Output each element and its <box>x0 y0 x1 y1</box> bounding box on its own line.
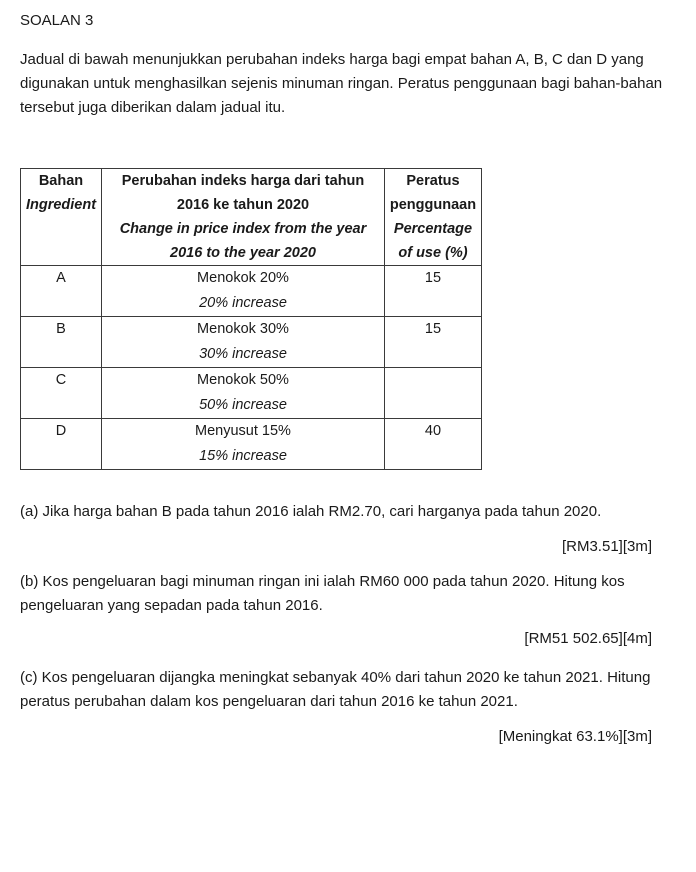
cell-change <box>102 368 385 419</box>
cell-change <box>102 317 385 368</box>
cell-change-ms: Menokok 50% <box>197 372 289 388</box>
cell-bahan: C <box>21 368 102 419</box>
cell-change <box>102 419 385 470</box>
answer-b: [RM51 502.65][4m] <box>524 630 652 647</box>
question-c: (c) Kos pengeluaran dijangka meningkat sebanyak 40% dari tahun 2020 ke tahun 2021. Hitung peratus perubahan dalam kos pengeluaran dari tahun 2016 ke tahun 2021. <box>20 669 651 710</box>
header-change-ms-2: 2016 ke tahun 2020 <box>176 197 310 213</box>
header-change-ms-1: Perubahan indeks harga dari tahun <box>121 173 365 189</box>
cell-change-en: 50% increase <box>199 397 287 413</box>
cell-pct: 40 <box>385 419 482 470</box>
header-change <box>102 169 385 266</box>
table-header-row <box>21 169 482 266</box>
table-row <box>21 368 482 419</box>
table-row <box>21 317 482 368</box>
cell-bahan: D <box>21 419 102 470</box>
cell-change-ms: Menokok 30% <box>197 321 289 337</box>
cell-change-en: 15% increase <box>199 448 287 464</box>
question-title: SOALAN 3 <box>20 12 94 29</box>
table-row <box>21 419 482 470</box>
answer-a: [RM3.51][3m] <box>561 538 652 555</box>
header-bahan-en: Ingredient <box>25 197 97 213</box>
cell-pct <box>385 368 482 419</box>
header-pct-ms-2: penggunaan <box>389 197 477 213</box>
cell-pct: 15 <box>385 317 482 368</box>
price-index-table <box>20 168 482 470</box>
cell-pct: 15 <box>385 266 482 317</box>
question-b: (b) Kos pengeluaran bagi minuman ringan ini ialah RM60 000 pada tahun 2020. Hitung kos pengeluaran yang sepadan pada tahun 2016. <box>20 573 625 614</box>
question-a: (a) Jika harga bahan B pada tahun 2016 ialah RM2.70, cari harganya pada tahun 2020. <box>20 503 602 520</box>
intro-paragraph: Jadual di bawah menunjukkan perubahan indeks harga bagi empat bahan A, B, C dan D yang digunakan untuk menghasilkan sejenis minuman ringan. Peratus penggunaan bagi bahan-bahan tersebut juga diberikan dalam jadual itu. <box>20 51 663 116</box>
cell-bahan: B <box>21 317 102 368</box>
cell-change-en: 30% increase <box>199 346 287 362</box>
header-pct-en-1: Percentage <box>393 221 473 237</box>
header-pct-ms-1: Peratus <box>406 173 460 189</box>
cell-change <box>102 266 385 317</box>
header-bahan-ms: Bahan <box>38 173 84 189</box>
header-percentage <box>385 169 482 266</box>
cell-change-en: 20% increase <box>199 295 287 311</box>
answer-c: [Meningkat 63.1%][3m] <box>498 728 652 745</box>
header-bahan <box>21 169 102 266</box>
header-change-en-1: Change in price index from the year <box>119 221 367 237</box>
header-change-en-2: 2016 to the year 2020 <box>170 245 316 261</box>
header-pct-en-2: of use (%) <box>398 245 468 261</box>
cell-change-ms: Menyusut 15% <box>195 423 291 439</box>
table-row <box>21 266 482 317</box>
cell-bahan: A <box>21 266 102 317</box>
cell-change-ms: Menokok 20% <box>197 270 289 286</box>
